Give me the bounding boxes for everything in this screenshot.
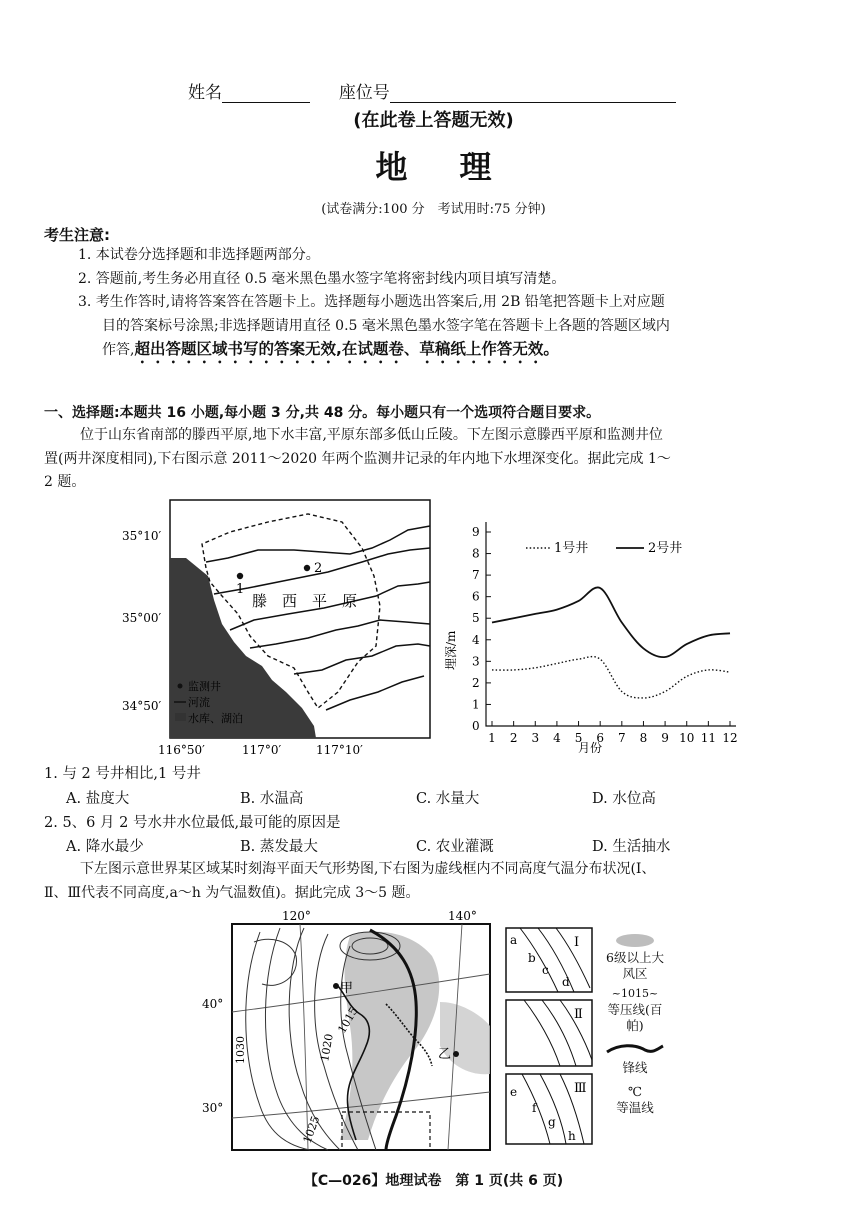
- q2-option-d[interactable]: D. 生活抽水: [592, 839, 671, 855]
- legend-isotherm-unit: ℃: [628, 1084, 642, 1099]
- y-tick-label: 6: [472, 589, 480, 604]
- front-symbol: [605, 1042, 665, 1056]
- well-1-label: 1: [236, 582, 245, 597]
- y-axis-label: 埋深/m: [444, 630, 458, 670]
- y-tick-label: 5: [472, 611, 480, 626]
- x-tick-label: 8: [639, 731, 648, 745]
- notice-item: 3. 考生作答时,请将答案答在答题卡上。选择题每小题选出答案后,用 2B 铅笔把答题卡上对应题: [78, 294, 665, 310]
- well-2-marker: [304, 565, 310, 571]
- name-label: 姓名: [188, 83, 222, 103]
- panel-letter: a: [510, 933, 518, 947]
- y-tick-label: 2: [472, 675, 480, 690]
- panel-roman: Ⅰ: [574, 935, 580, 950]
- name-field[interactable]: [222, 84, 310, 103]
- panel-I: [506, 928, 592, 992]
- lat-label: 35°00′: [122, 611, 162, 625]
- notice-emphasis: 超出答题区域书写的答案无效,在试题卷、草稿纸上作答无效。: [134, 340, 559, 358]
- y-tick-label: 9: [472, 525, 480, 539]
- legend-river: 河流: [188, 696, 210, 709]
- isobar-label: 1025: [300, 1114, 323, 1146]
- tengxi-map: [118, 496, 438, 761]
- depth-chart: [438, 510, 744, 762]
- x-tick-label: 1: [488, 731, 496, 745]
- page-footer: 【C—026】地理试卷 第 1 页(共 6 页): [303, 1173, 564, 1189]
- notice-item: 2. 答题前,考生务必用直径 0.5 毫米黑色墨水签字笔将密封线内项目填写清楚。: [78, 270, 566, 287]
- x-tick-label: 2: [509, 731, 518, 745]
- subject-title: 地理: [375, 148, 544, 186]
- x-tick-label: 5: [574, 731, 583, 745]
- intro-3-5: 下左图示意世界某区域某时刻海平面天气形势图,下右图为虚线框内不同高度气温分布状况(Ⅰ、 Ⅱ、Ⅲ代表不同高度,a～h 为气温数值)。据此完成 3～5 题。: [44, 861, 656, 901]
- x-tick-label: 10: [679, 731, 695, 745]
- y-tick-label: 0: [472, 719, 480, 733]
- wind-zone-swatch: [616, 934, 654, 947]
- x-tick-label: 9: [661, 731, 669, 745]
- x-tick-label: 12: [722, 731, 738, 745]
- well-1-marker: [237, 573, 243, 579]
- x-tick-label: 11: [700, 731, 717, 745]
- seat-field[interactable]: [390, 84, 676, 103]
- legend-isobar-value: ~1015~: [611, 987, 659, 1000]
- lon-label: 117°0′: [242, 743, 282, 757]
- panel-letter: c: [542, 963, 549, 977]
- panel-II: [506, 1000, 592, 1066]
- y-tick-label: 3: [472, 654, 480, 669]
- well-2-label: 2: [314, 561, 323, 576]
- panel-III: [506, 1074, 592, 1144]
- x-tick-label: 3: [531, 731, 540, 745]
- y-tick-label: 4: [472, 632, 480, 647]
- seat-label: 座位号: [338, 83, 390, 103]
- legend-lake: 水库、湖泊: [188, 712, 243, 725]
- legend-series-2: 2号井: [648, 541, 683, 556]
- weather-map: [200, 906, 500, 1158]
- plain-label: 滕 西 平 原: [252, 592, 358, 610]
- q2-stem: 2. 5、6 月 2 号水井水位最低,最可能的原因是: [44, 815, 341, 831]
- panel-letter: g: [548, 1115, 556, 1129]
- lon-label: 120°: [282, 909, 311, 923]
- section-title: 一、选择题:本题共 16 小题,每小题 3 分,共 48 分。每小题只有一个选项符合题目要求。: [44, 405, 601, 421]
- panel-letter: f: [532, 1101, 537, 1115]
- lat-label: 40°: [202, 997, 224, 1011]
- x-tick-label: 7: [617, 731, 626, 745]
- y-tick-label: 8: [472, 546, 480, 561]
- temperature-panels: [504, 926, 596, 1148]
- q2-option-a[interactable]: A. 降水最少: [66, 839, 144, 855]
- panel-letter: d: [562, 975, 570, 989]
- lat-label: 34°50′: [122, 699, 162, 713]
- lon-label: 140°: [448, 909, 477, 923]
- q1-option-a[interactable]: A. 盐度大: [66, 791, 130, 807]
- place-yi: 乙: [438, 1047, 452, 1062]
- q1-stem: 1. 与 2 号井相比,1 号井: [44, 766, 201, 782]
- notice-item: 目的答案标号涂黑;非选择题请用直径 0.5 毫米黑色墨水签字笔在答题卡上各题的答题区域内: [102, 317, 670, 334]
- weather-legend: [600, 934, 670, 1116]
- legend-front: 锋线: [622, 1060, 648, 1075]
- legend-well: 监测井: [188, 680, 221, 693]
- isobar-label: 1020: [318, 1032, 336, 1063]
- isobar-label: 1015: [335, 1004, 361, 1036]
- exam-meta: (试卷满分:100 分 考试用时:75 分钟): [321, 202, 546, 217]
- lon-label: 117°10′: [316, 743, 363, 757]
- panel-letter: b: [528, 951, 536, 965]
- q2-option-c[interactable]: C. 农业灌溉: [416, 839, 494, 855]
- panel-roman: Ⅱ: [574, 1007, 583, 1022]
- y-tick-label: 1: [472, 697, 480, 712]
- q1-option-b[interactable]: B. 水温高: [240, 791, 304, 807]
- chart-axes: [486, 522, 736, 726]
- isobar-label: 1030: [234, 1036, 247, 1064]
- x-tick-label: 6: [596, 731, 605, 745]
- series-well-2: [492, 587, 730, 657]
- legend-isotherm: 等温线: [616, 1100, 654, 1115]
- notice-title: 考生注意:: [44, 226, 110, 244]
- intro-1-2: 位于山东省南部的滕西平原,地下水丰富,平原东部多低山丘陵。下左图示意滕西平原和监测井位 置(两井深度相同),下右图示意 2011～2020 年两个监测井记录的年内地下水埋深变化。据此完成 1～ 2 题。: [44, 427, 671, 490]
- legend-isobar: 等压线(百帕): [607, 1002, 663, 1033]
- place-jia: 甲: [340, 981, 354, 996]
- q1-option-c[interactable]: C. 水量大: [416, 791, 480, 807]
- series-well-1: [492, 657, 730, 698]
- notice-item: 作答,超出答题区域书写的答案无效,在试题卷、草稿纸上作答无效。: [102, 340, 559, 358]
- y-tick-label: 7: [472, 568, 480, 583]
- legend-wind: 6级以上大风区: [606, 950, 664, 981]
- name-seat-line: [188, 78, 676, 103]
- lat-label: 35°10′: [122, 529, 162, 543]
- legend-series-1: 1号井: [554, 541, 589, 556]
- invalid-note: (在此卷上答题无效): [353, 110, 514, 131]
- q2-option-b[interactable]: B. 蒸发最大: [240, 839, 318, 855]
- notice-list: [78, 244, 838, 367]
- panel-roman: Ⅲ: [574, 1081, 587, 1096]
- lon-label: 116°50′: [158, 743, 205, 757]
- q1-option-d[interactable]: D. 水位高: [592, 791, 656, 807]
- x-axis-label: 月份: [578, 741, 603, 755]
- lat-label: 30°: [202, 1101, 224, 1115]
- notice-item: 1. 本试卷分选择题和非选择题两部分。: [78, 247, 320, 263]
- panel-letter: e: [510, 1085, 518, 1099]
- panel-letter: h: [568, 1129, 576, 1143]
- x-tick-label: 4: [553, 731, 561, 745]
